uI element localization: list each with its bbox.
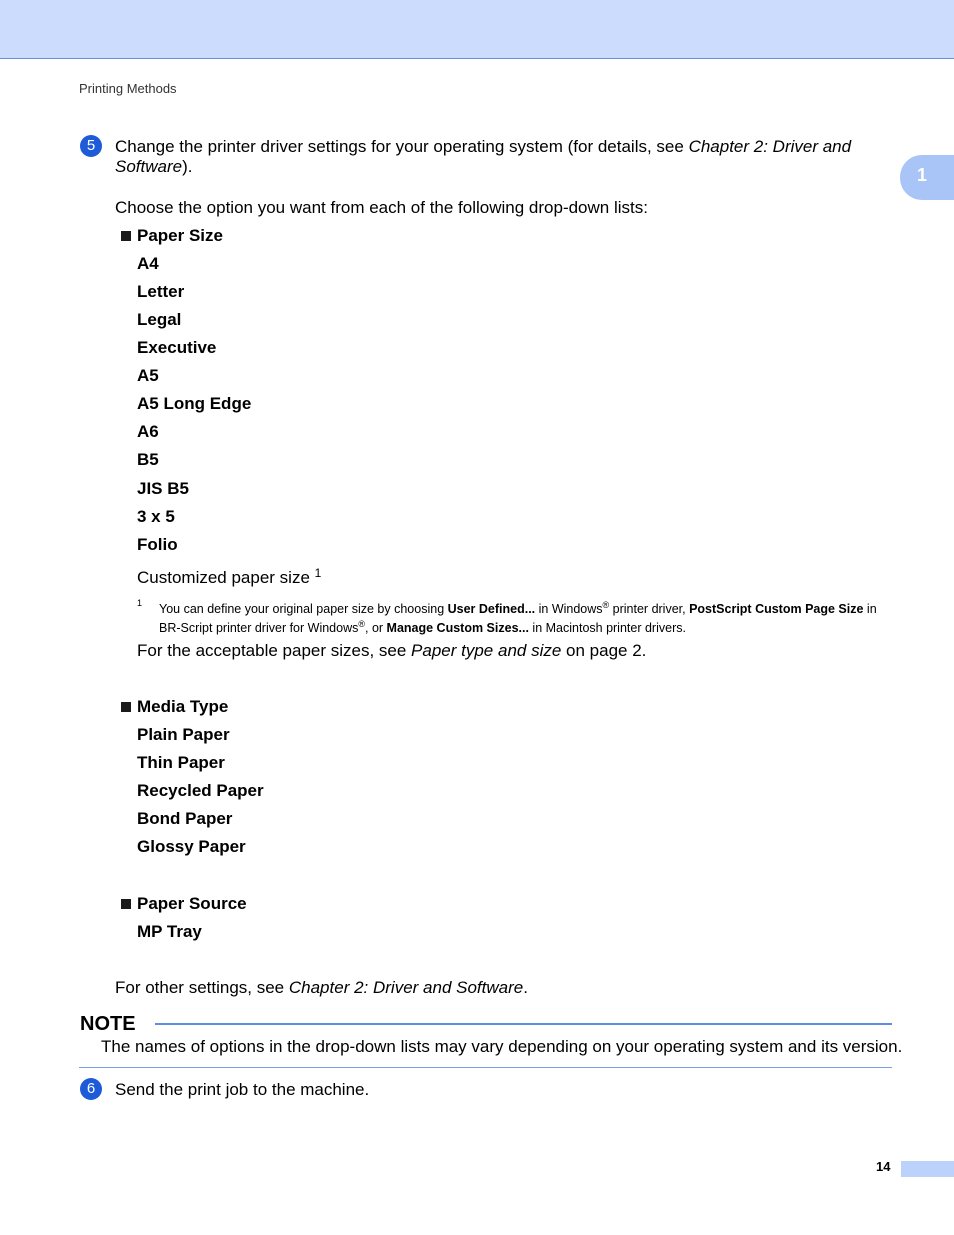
footnote-text: BR-Script printer driver for Windows: [159, 621, 359, 636]
paper-source-heading: Paper Source: [137, 894, 247, 913]
footnote-ref: 1: [314, 566, 322, 580]
bullet-square: [121, 231, 131, 241]
acceptable-sizes-text: [137, 641, 646, 661]
note-rule-top: [155, 1023, 892, 1025]
running-head: Printing Methods: [79, 81, 177, 96]
footnote-line-2: [159, 619, 686, 635]
footnote-text: in Windows: [535, 602, 603, 617]
footnote-text: printer driver,: [609, 602, 690, 617]
note-title: NOTE: [80, 1013, 136, 1035]
paper-size-item: Letter: [137, 282, 185, 301]
paper-source-item: MP Tray: [137, 922, 202, 941]
acceptable-text-end: on page 2.: [561, 641, 647, 660]
note-text: The names of options in the drop-down lists may vary depending on your operating system and its version.: [101, 1037, 903, 1056]
note-rule-bottom: [79, 1067, 892, 1068]
other-chapter-ref: Chapter 2: Driver and Software: [288, 978, 524, 997]
step-6-marker: 6: [80, 1078, 102, 1100]
acceptable-text: For the acceptable paper sizes, see: [137, 641, 412, 660]
page-number: 14: [876, 1159, 891, 1174]
page-header-bar: [0, 0, 954, 59]
paper-size-heading: Paper Size: [137, 226, 223, 245]
footnote-bold: Manage Custom Sizes...: [386, 621, 529, 636]
media-type-item: Glossy Paper: [137, 837, 246, 856]
footnote-bold: PostScript Custom Page Size: [689, 602, 864, 617]
bullet-square: [121, 702, 131, 712]
chapter-tab: [900, 155, 954, 200]
paper-size-item: Executive: [137, 338, 217, 357]
paper-size-item: A4: [137, 254, 159, 273]
media-type-item: Recycled Paper: [137, 781, 264, 800]
step-5-marker: 5: [80, 135, 102, 157]
footnote-marker: 1: [137, 598, 143, 608]
media-type-heading: Media Type: [137, 697, 229, 716]
paper-size-item: Legal: [137, 310, 182, 329]
acceptable-ref: Paper type and size: [411, 641, 562, 660]
footnote-line-1: [159, 600, 877, 616]
footnote-text: , or: [365, 621, 387, 636]
registered-mark: ®: [602, 600, 610, 610]
custom-paper-size-label: Customized paper size: [137, 568, 310, 587]
step-6-text: Send the print job to the machine.: [115, 1080, 370, 1099]
paper-size-item: A6: [137, 422, 159, 441]
footnote-text: in Macintosh printer drivers.: [528, 621, 686, 636]
media-type-item: Thin Paper: [137, 753, 225, 772]
step-5-chapter-ref: Chapter 2: Driver and: [688, 137, 852, 156]
intro-text: Choose the option you want from each of the following drop-down lists:: [115, 198, 648, 217]
other-text-end: .: [523, 978, 528, 997]
step-5-text: Change the printer driver settings for your operating system (for details, see: [115, 137, 689, 156]
chapter-tab-number: 1: [917, 165, 928, 185]
paper-size-item: A5 Long Edge: [137, 394, 252, 413]
paper-size-item: Folio: [137, 535, 178, 554]
other-text: For other settings, see: [115, 978, 289, 997]
step-5-line-1: [115, 137, 851, 157]
media-type-item: Plain Paper: [137, 725, 230, 744]
footnote-text: in: [863, 602, 877, 617]
other-settings-text: [115, 978, 528, 998]
custom-paper-size: [137, 566, 321, 588]
footnote-text: You can define your original paper size by choosing: [159, 602, 448, 617]
step-5-text-end: ).: [182, 157, 193, 176]
paper-size-item: B5: [137, 450, 159, 469]
footnote-bold: User Defined...: [447, 602, 536, 617]
media-type-item: Bond Paper: [137, 809, 233, 828]
registered-mark: ®: [358, 619, 365, 629]
step-5-line-2: [115, 157, 192, 177]
step-5-chapter-ref-cont: Software: [115, 157, 183, 176]
page-number-bar: [901, 1161, 954, 1177]
bullet-square: [121, 899, 131, 909]
paper-size-item: A5: [137, 366, 159, 385]
paper-size-item: 3 x 5: [137, 507, 175, 526]
paper-size-item: JIS B5: [137, 479, 189, 498]
